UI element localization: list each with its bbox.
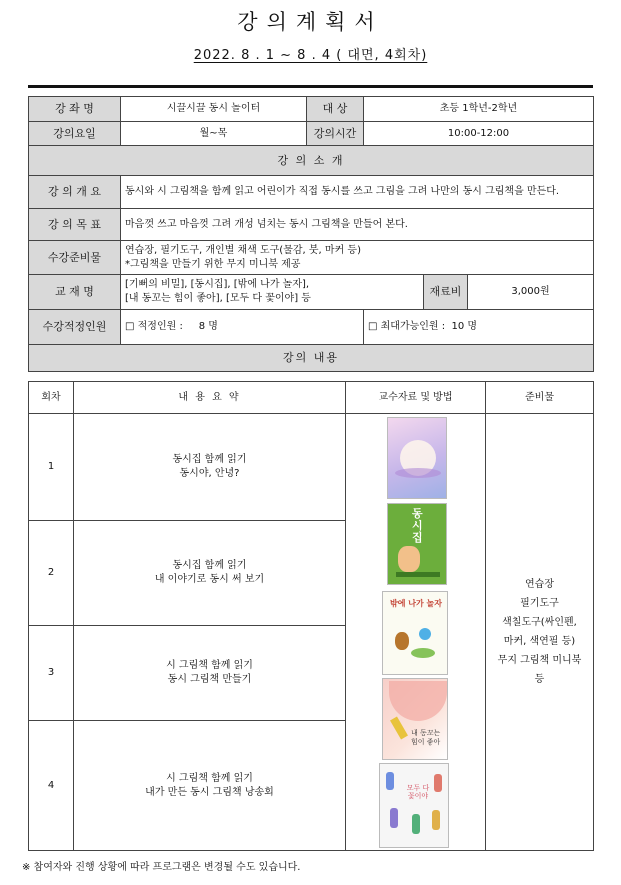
book-cover-title: 동시집 <box>412 506 423 544</box>
content-section-title: 강의 내용 <box>29 345 594 372</box>
book-cover-image <box>382 591 448 675</box>
day-value: 월~목 <box>121 122 307 146</box>
supplies-note: *그림책을 만들기 위한 무지 미니북 제공 <box>125 258 301 270</box>
prep-line: 등 <box>534 674 545 685</box>
col-prep: 준비물 <box>486 382 594 414</box>
summary-line: 내 이야기로 동시 써 보기 <box>154 574 265 585</box>
course-name: 시끌시끌 동시 놀이터 <box>121 97 307 122</box>
session-summary <box>74 721 346 851</box>
material-fee-label: 재료비 <box>424 275 468 310</box>
book-cover-image <box>379 763 449 848</box>
day-label: 강의요일 <box>29 122 121 146</box>
overview-label: 강 의 개 요 <box>29 176 121 209</box>
supplies-label: 수강준비물 <box>29 241 121 275</box>
row-course-name <box>29 97 594 122</box>
col-session: 회차 <box>29 382 74 414</box>
summary-line: 시 그림책 함께 읽기 <box>166 772 253 784</box>
session-table <box>28 381 594 851</box>
prep-line: 연습장 <box>525 579 554 590</box>
book-cover-title: 내 동꼬는 힘이 좋아 <box>411 728 441 746</box>
textbook-label: 교 재 명 <box>29 275 121 310</box>
intro-section-title: 강 의 소 개 <box>29 146 594 176</box>
session-summary <box>74 521 346 626</box>
book-covers-cell <box>346 414 486 851</box>
summary-line: 내가 만든 동시 그림책 낭송회 <box>145 786 274 798</box>
course-plan-table <box>28 96 594 372</box>
summary-line: 동시집 함께 읽기 <box>172 454 247 465</box>
session-row <box>29 414 594 521</box>
target-value: 초등 1학년-2학년 <box>364 97 594 122</box>
summary-line: 동시야, 안녕? <box>179 468 240 479</box>
col-summary: 내 용 요 약 <box>74 382 346 414</box>
textbook-text <box>121 275 424 310</box>
target-label: 대 상 <box>307 97 364 122</box>
goal-text: 마음껏 쓰고 마음껏 그려 개성 넘치는 동시 그림책을 만들어 본다. <box>121 209 594 241</box>
summary-line: 시 그림책 함께 읽기 <box>166 660 253 671</box>
session-number: 3 <box>29 626 74 721</box>
textbook-line: [내 동꼬는 힘이 좋아], [모두 다 꽃이야] 등 <box>125 293 311 304</box>
time-value: 10:00-12:00 <box>364 122 594 146</box>
time-label: 강의시간 <box>307 122 364 146</box>
textbook-line: [기뻐의 비밀], [동시집], [밖에 나가 놀자], <box>125 279 310 290</box>
capacity-optimal: □ 적정인원 : 8 명 <box>121 310 364 345</box>
col-materials: 교수자료 및 방법 <box>346 382 486 414</box>
book-cover-image <box>387 417 447 499</box>
course-name-label: 강 좌 명 <box>29 97 121 122</box>
capacity-max: □ 최대가능인원 : 10 명 <box>364 310 594 345</box>
supplies-text <box>121 241 594 275</box>
header-divider <box>28 85 593 88</box>
supplies-line: 연습장, 필기도구, 개인별 채색 도구(물감, 붓, 마커 등) <box>125 244 361 256</box>
prep-line: 색칠도구(싸인펜, <box>502 617 577 628</box>
session-number: 1 <box>29 414 74 521</box>
goal-label: 강 의 목 표 <box>29 209 121 241</box>
session-number: 4 <box>29 721 74 851</box>
session-summary <box>74 626 346 721</box>
date-range: 2022. 8 . 1 ~ 8 . 4 ( 대면, 4회차) <box>193 48 428 63</box>
summary-line: 동시집 함께 읽기 <box>172 560 247 571</box>
prep-materials <box>486 414 594 851</box>
prep-line: 필기도구 <box>520 598 559 609</box>
book-cover-title: 밖에 나가 놀자 <box>390 598 442 608</box>
overview-text: 동시와 시 그림책을 함께 읽고 어린이가 직접 동시를 쓰고 그림을 그려 나만의 동시 그림책을 만든다. <box>121 176 594 209</box>
book-cover-title: 모두 다 꽃이야 <box>406 783 430 800</box>
book-cover-image <box>382 678 448 760</box>
document-title: 강의계획서 <box>237 10 384 34</box>
summary-line: 동시 그림책 만들기 <box>167 674 252 685</box>
book-cover-image <box>387 503 447 585</box>
material-fee-value: 3,000원 <box>468 275 594 310</box>
prep-line: 마커, 색연필 등) <box>503 636 576 647</box>
capacity-label: 수강적정인원 <box>29 310 121 345</box>
footnote: ※ 참여자와 진행 상황에 따라 프로그램은 변경될 수도 있습니다. <box>22 862 301 873</box>
session-number: 2 <box>29 521 74 626</box>
session-summary <box>74 414 346 521</box>
prep-line: 무지 그림책 미니북 <box>497 655 582 666</box>
row-schedule <box>29 122 594 146</box>
